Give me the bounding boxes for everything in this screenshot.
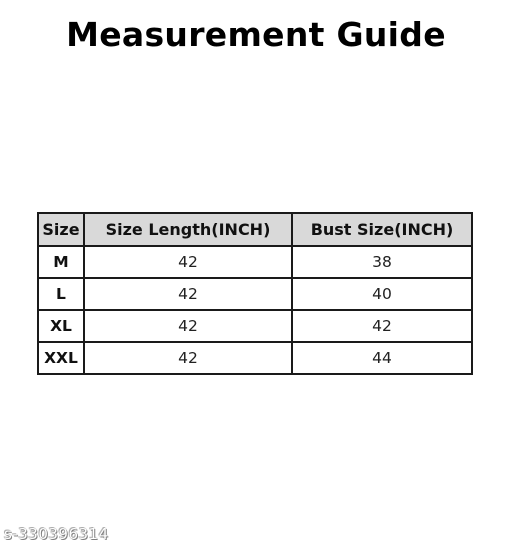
length-cell: 42: [84, 342, 292, 374]
header-size: Size: [38, 213, 84, 246]
header-bust-size: Bust Size(INCH): [292, 213, 472, 246]
table-row: [38, 310, 472, 342]
page-title: Measurement Guide: [66, 15, 446, 54]
size-cell: M: [38, 246, 84, 278]
size-cell: XXL: [38, 342, 84, 374]
bust-cell: 40: [292, 278, 472, 310]
size-cell: XL: [38, 310, 84, 342]
size-cell: L: [38, 278, 84, 310]
table-row: [38, 278, 472, 310]
product-id-watermark: s-330396314: [4, 525, 109, 543]
header-size-length: Size Length(INCH): [84, 213, 292, 246]
table-row: [38, 246, 472, 278]
table-row: [38, 342, 472, 374]
table-header-row: [38, 213, 472, 246]
length-cell: 42: [84, 246, 292, 278]
bust-cell: 42: [292, 310, 472, 342]
measurement-table: [37, 212, 473, 375]
bust-cell: 38: [292, 246, 472, 278]
length-cell: 42: [84, 310, 292, 342]
length-cell: 42: [84, 278, 292, 310]
bust-cell: 44: [292, 342, 472, 374]
